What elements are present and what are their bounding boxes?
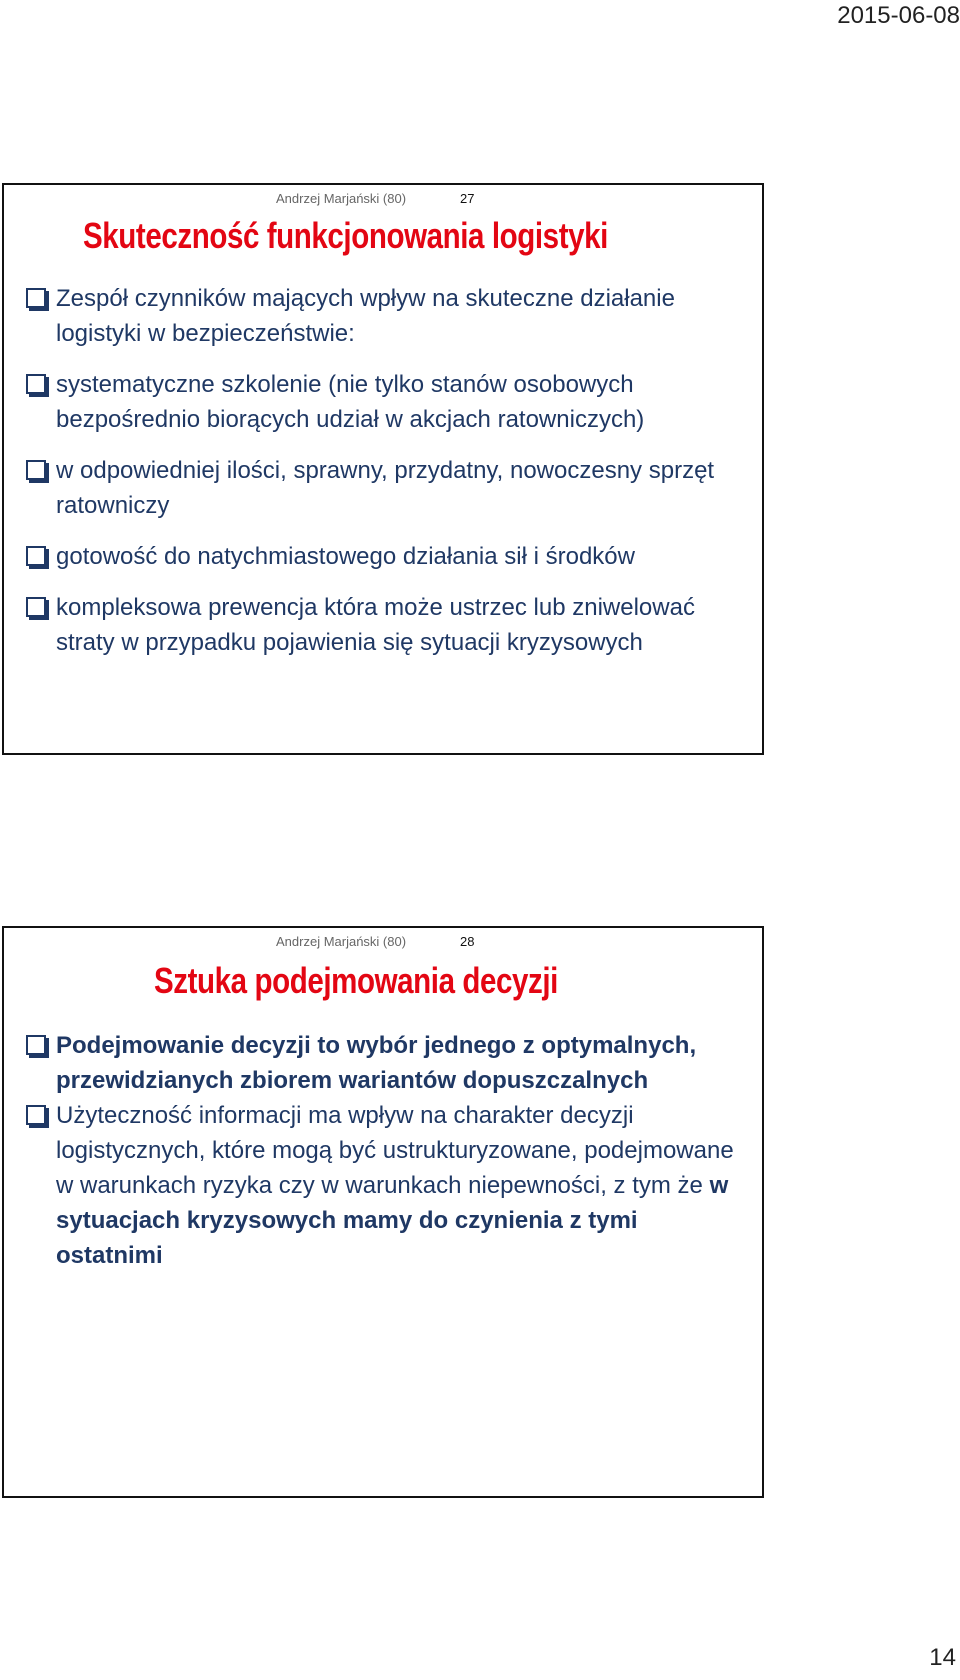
slide-author: Andrzej Marjański (80) xyxy=(276,191,407,206)
bullet-item xyxy=(24,590,742,660)
slide-number: 28 xyxy=(460,934,475,949)
bullet-text: w odpowiedniej ilości, sprawny, przydatny, nowoczesny sprzęt ratowniczy xyxy=(56,457,715,519)
bullet-text: kompleksowa prewencja która może ustrzec lub zniwelować straty w przypadku pojawienia się sytuacji kryzysowych xyxy=(56,594,695,656)
checkbox-icon xyxy=(26,460,46,480)
bullet-list xyxy=(24,1028,742,1273)
checkbox-icon xyxy=(26,288,46,308)
page-date: 2015-06-08 xyxy=(837,2,960,29)
bullet-item xyxy=(24,453,742,523)
bullet-text: Użyteczność informacji ma wpływ na charakter decyzji logistycznych, które mogą być ustrukturyzowane, podejmowane w warunkach ryzyka czy w warunkach niepewności, z tym że xyxy=(56,1102,734,1199)
bullet-item xyxy=(24,539,742,574)
bullet-list xyxy=(24,281,742,676)
bullet-text: Zespół czynników mających wpływ na skuteczne działanie logistyki w bezpieczeństwie: xyxy=(56,285,675,347)
checkbox-icon xyxy=(26,597,46,617)
slide-title: Skuteczność funkcjonowania logistyki xyxy=(83,215,608,256)
checkbox-icon xyxy=(26,546,46,566)
bullet-item xyxy=(24,1098,742,1273)
bullet-item xyxy=(24,1028,742,1098)
slide-28 xyxy=(2,926,764,1498)
page-number: 14 xyxy=(929,1644,956,1671)
slide-author: Andrzej Marjański (80) xyxy=(276,934,407,949)
checkbox-icon xyxy=(26,1105,46,1125)
slide-title: Sztuka podejmowania decyzji xyxy=(154,960,558,1001)
bullet-text: Podejmowanie decyzji to wybór jednego z optymalnych, przewidzianych zbiorem wariantów dopuszczalnych xyxy=(56,1032,697,1094)
slide-number: 27 xyxy=(460,191,475,206)
bullet-text-emphasis: w sytuacjach kryzysowych mamy do czynienia z tymi ostatnimi xyxy=(56,1172,729,1269)
bullet-item xyxy=(24,367,742,437)
checkbox-icon xyxy=(26,374,46,394)
bullet-text: gotowość do natychmiastowego działania sił i środków xyxy=(56,543,635,570)
checkbox-icon xyxy=(26,1035,46,1055)
bullet-item xyxy=(24,281,742,351)
bullet-text: systematyczne szkolenie (nie tylko stanów osobowych bezpośrednio biorących udział w akcjach ratowniczych) xyxy=(56,371,645,433)
slide-27 xyxy=(2,183,764,755)
